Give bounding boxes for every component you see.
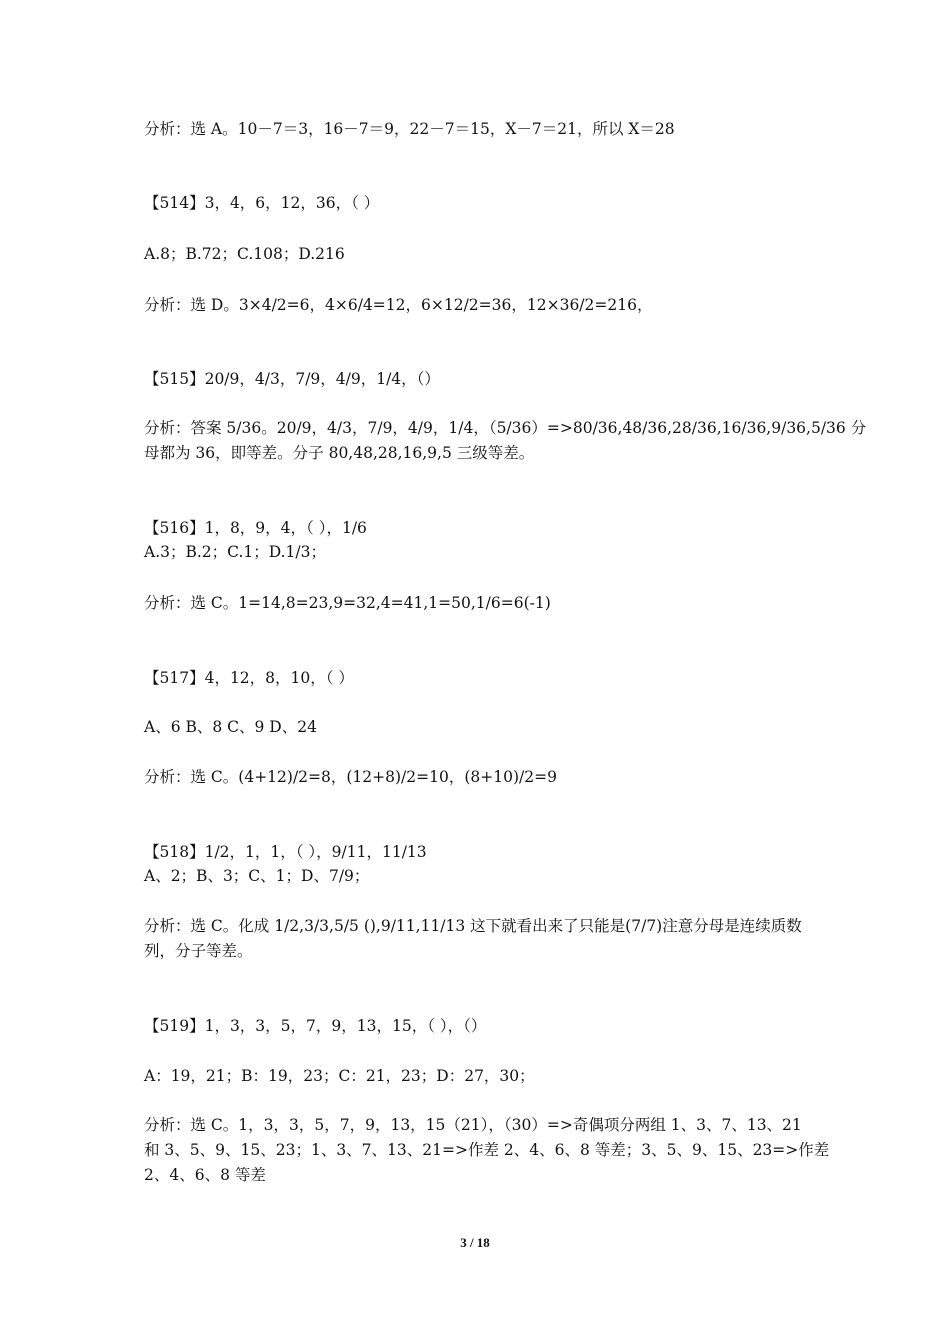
options-519: A：19，21；B：19，23；C：21，23；D：27，30； [144, 1067, 535, 1085]
answer-519-line-2: 和 3、5、9、15、23；1、3、7、13、21=>作差 2、4、6、8 等差；3、5、9、15、23=>作差 [144, 1141, 830, 1159]
options-514: A.8；B.72；C.108；D.216 [144, 245, 345, 263]
question-516: 【516】1，8，9，4，（ ），1/6 [144, 519, 367, 537]
answer-513: 分析：选 A。10－7＝3，16－7＝9，22－7＝15，X－7＝21，所以 X＝28 [144, 120, 675, 138]
question-517: 【517】4，12，8，10，（ ） [144, 669, 354, 687]
page-number: 3 / 18 [460, 1235, 490, 1250]
answer-519-line-1: 分析：选 C。1，3，3，5，7，9，13，15（21），（30）=>奇偶项分两组 1、3、7、13、21 [144, 1116, 802, 1134]
answer-516: 分析：选 C。1=14,8=23,9=32,4=41,1=50,1/6=6(-1) [144, 594, 551, 612]
answer-515-line-1: 分析：答案 5/36。20/9，4/3，7/9，4/9，1/4，（5/36）=>80/36,48/36,28/36,16/36,9/36,5/36 分 [144, 419, 867, 437]
question-514: 【514】3，4，6，12，36，（ ） [144, 194, 380, 212]
options-516: A.3；B.2；C.1；D.1/3； [144, 543, 327, 561]
answer-519-line-3: 2、4、6、8 等差 [144, 1166, 266, 1184]
answer-517: 分析：选 C。(4+12)/2=8，(12+8)/2=10，(8+10)/2=9 [144, 768, 557, 786]
answer-518-line-2: 列，分子等差。 [144, 942, 253, 960]
answer-514: 分析：选 D。3×4/2=6，4×6/4=12，6×12/2=36，12×36/2=216， [144, 296, 653, 314]
answer-515-line-2: 母都为 36，即等差。分子 80,48,28,16,9,5 三级等差。 [144, 444, 535, 462]
question-519: 【519】1，3，3，5，7，9，13，15，（ ），（） [144, 1017, 487, 1035]
answer-518-line-1: 分析：选 C。化成 1/2,3/3,5/5 (),9/11,11/13 这下就看出来了只能是(7/7)注意分母是连续质数 [144, 917, 802, 935]
question-515: 【515】20/9，4/3，7/9，4/9，1/4，（） [144, 370, 440, 388]
question-518: 【518】1/2，1，1，（ ），9/11，11/13 [144, 843, 427, 861]
options-517: A、6 B、8 C、9 D、24 [144, 718, 317, 736]
options-518: A、2；B、3；C、1；D、7/9； [144, 867, 370, 885]
